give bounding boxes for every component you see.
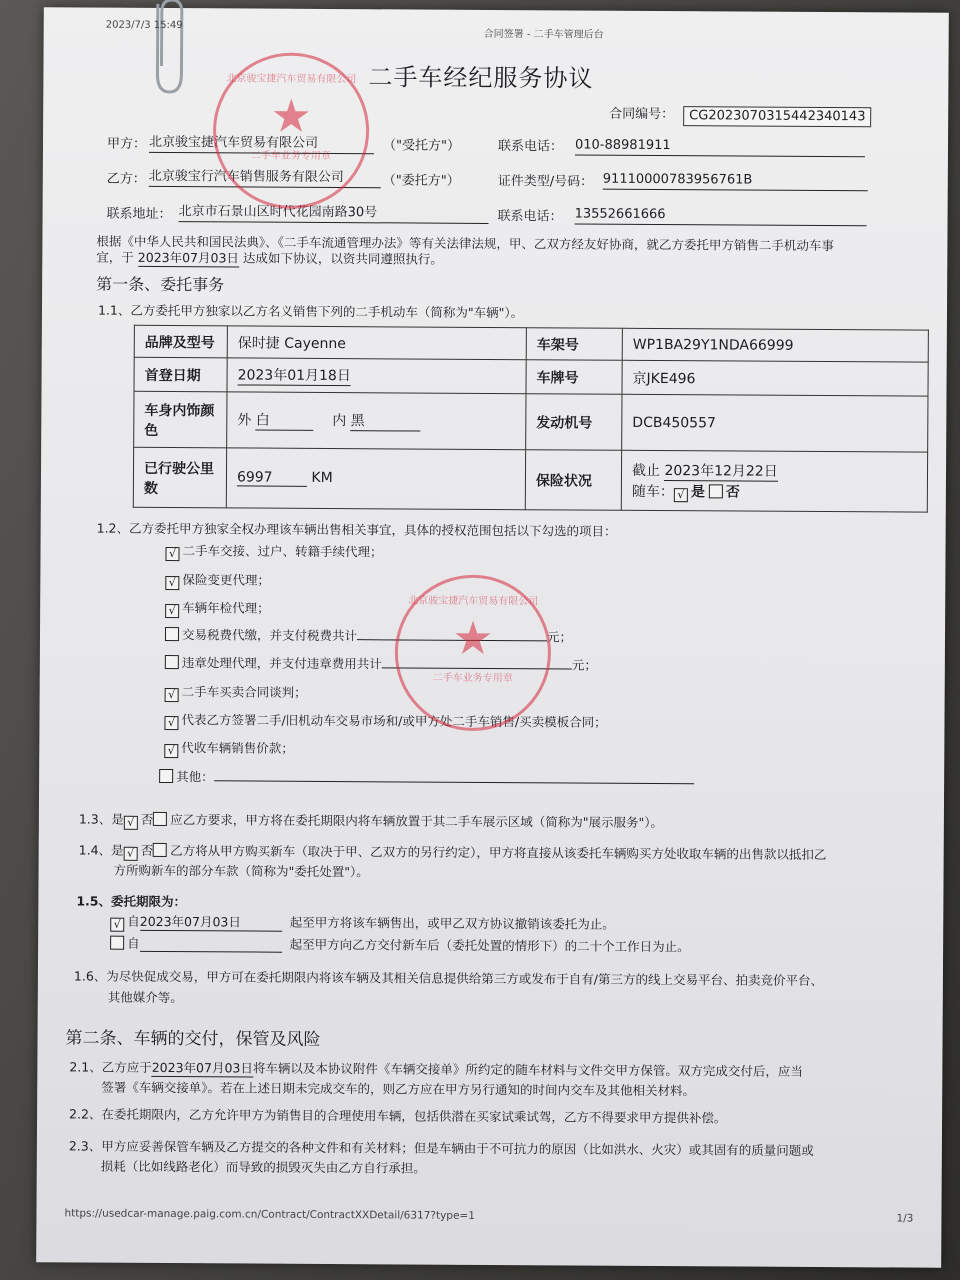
auth-item-3-checkbox: √ bbox=[165, 604, 179, 618]
clause-2-2: 2.2、在委托期限内，乙方允许甲方为销售目的合理使用车辆，包括供潜在买家试乘试驾，乙方不得要求甲方提供补偿。 bbox=[69, 1106, 727, 1126]
preamble-line-2 bbox=[96, 248, 443, 269]
term-option-1-checkbox: √ bbox=[110, 918, 124, 932]
auth-item-6-checkbox: √ bbox=[165, 688, 179, 702]
clause-1-3-no: 否 bbox=[140, 811, 154, 827]
seal-middle-star-icon: ★ bbox=[452, 610, 494, 666]
auth-item-2 bbox=[165, 570, 270, 591]
party-a-phone: 010-88981911 bbox=[575, 136, 865, 157]
auth-item-6 bbox=[165, 682, 307, 703]
party-a-name: 北京骏宝捷汽车贸易有限公司 bbox=[149, 134, 374, 154]
party-b-id: 91110000783956761B bbox=[603, 171, 868, 192]
engine-value: DCB450557 bbox=[622, 394, 928, 452]
clause-1-6-line-2: 其他媒介等。 bbox=[107, 989, 183, 1006]
interior-color: 黑 bbox=[351, 410, 421, 431]
auth-item-1-text: 二手车交接、过户、转籍手续代理； bbox=[182, 543, 383, 560]
plate-label: 车牌号 bbox=[526, 360, 622, 395]
clause-1-3 bbox=[79, 809, 663, 833]
insurance-yes-label: 是 bbox=[690, 483, 705, 500]
term-option-2-blank bbox=[140, 936, 282, 953]
clause-2-1-text: 将车辆以及本协议附件《车辆交接单》所约定的随车材料与文件交甲方保管。双方完成交付后，应当 bbox=[252, 1060, 803, 1079]
term-option-2-from: 自 bbox=[127, 935, 140, 951]
section-2-title: 第二条、车辆的交付，保管及风险 bbox=[65, 1028, 321, 1050]
contract-no: CG2023070315442340143 bbox=[683, 106, 871, 127]
auth-item-4-checkbox bbox=[165, 627, 179, 641]
print-site-title: 合同签署 - 二手车管理后台 bbox=[483, 28, 604, 41]
term-start-date: 2023年07月03日 bbox=[140, 912, 282, 932]
address-label: 联系地址： bbox=[106, 206, 172, 223]
clause-1-4-yes-checkbox: √ bbox=[124, 847, 138, 861]
insurance-with-car-label: 随车： bbox=[631, 483, 674, 500]
clause-2-3-line-1: 2.3、甲方应妥善保管车辆及乙方提交的各种文件和有关材料；但是车辆由于不可抗力的原因（比如洪水、火灾）或其固有的质量问题或 bbox=[68, 1138, 814, 1158]
contract-no-label: 合同编号： bbox=[609, 106, 675, 123]
term-option-1-from: 自 bbox=[127, 913, 140, 929]
auth-item-3 bbox=[165, 598, 270, 619]
section-1-title: 第一条、委托事务 bbox=[96, 274, 225, 295]
company-seal-middle bbox=[394, 574, 551, 731]
party-b-role: （"委托方"） bbox=[382, 173, 460, 189]
color-label: 车身内饰颜色 bbox=[134, 391, 227, 448]
term-option-1 bbox=[110, 912, 615, 935]
page-title: 二手车经纪服务协议 bbox=[368, 63, 594, 93]
auth-item-8 bbox=[164, 738, 294, 759]
vehicle-info-table bbox=[133, 325, 929, 513]
clause-1-3-no-checkbox bbox=[153, 812, 167, 826]
preamble-prefix: 宜，于 bbox=[96, 249, 134, 265]
term-option-2-checkbox bbox=[110, 936, 124, 950]
exterior-color: 白 bbox=[256, 410, 314, 431]
auth-item-8-checkbox: √ bbox=[164, 744, 178, 758]
vin-label: 车架号 bbox=[526, 328, 622, 361]
insurance-no-checkbox bbox=[709, 484, 723, 498]
engine-label: 发动机号 bbox=[526, 394, 622, 451]
auth-item-5-suffix: 元； bbox=[571, 657, 597, 673]
footer-url: https://usedcar-manage.paig.com.cn/Contract/ContractXXDetail/6317?type=1 bbox=[64, 1207, 475, 1222]
color-cell bbox=[227, 392, 526, 450]
seal-middle-company-text: 北京骏宝捷汽车贸易有限公司 bbox=[408, 595, 539, 608]
auth-item-7 bbox=[164, 710, 606, 733]
address: 北京市石景山区时代花园南路30号 bbox=[179, 203, 489, 224]
reg-date-value: 2023年01月18日 bbox=[238, 364, 351, 386]
clause-1-3-yes: 是 bbox=[111, 811, 124, 827]
auth-item-9-checkbox bbox=[159, 769, 173, 783]
auth-item-9-blank bbox=[214, 780, 694, 784]
auth-item-5-checkbox bbox=[165, 655, 179, 669]
clause-2-1-line-2: 签署《车辆交接单》。若在上述日期未完成交车的，则乙方应在甲方另行通知的时间内交车及其他相关材料。 bbox=[101, 1079, 696, 1099]
preamble-line-1: 根据《中华人民共和国民法典》、《二手车流通管理办法》等有关法律法规，甲、乙双方经友好协商，就乙方委托甲方销售二手机动车事 bbox=[96, 233, 834, 254]
auth-item-4-suffix: 元； bbox=[546, 629, 573, 645]
seal-top-company-text: 北京骏宝捷汽车贸易有限公司 bbox=[226, 73, 357, 86]
clause-1-6-line-1: 1.6、为尽快促成交易，甲方可在委托期限内将该车辆及其相关信息提供给第三方或发布于自有/第三方的线上交易平台、拍卖竞价平台、 bbox=[73, 968, 824, 989]
clause-1-4-no: 否 bbox=[140, 842, 154, 858]
insurance-until-prefix: 截止 bbox=[631, 462, 661, 479]
auth-item-4-text: 交易税费代缴，并支付税费共计 bbox=[181, 627, 358, 644]
mileage-unit: KM bbox=[311, 469, 333, 487]
clause-1-1: 1.1、乙方委托甲方独家以乙方名义销售下列的二手机动车（简称为"车辆"）。 bbox=[97, 302, 524, 321]
brand-label: 品牌及型号 bbox=[134, 325, 227, 358]
insurance-until-date: 2023年12月22日 bbox=[664, 460, 777, 482]
seal-middle-usage-text: 二手车业务专用章 bbox=[432, 672, 513, 685]
party-a-label: 甲方： bbox=[106, 136, 147, 152]
brand-value: 保时捷 Cayenne bbox=[227, 326, 526, 360]
seal-top-star-icon: ★ bbox=[270, 88, 312, 143]
insurance-cell bbox=[621, 450, 927, 512]
auth-item-2-text: 保险变更代理； bbox=[182, 572, 270, 588]
clause-1-4-line-2: 方所购新车的部分车款（简称为"委托处置"）。 bbox=[113, 862, 369, 880]
exterior-prefix: 外 bbox=[237, 412, 252, 429]
insurance-with-car bbox=[632, 480, 917, 503]
auth-item-5-text: 违章处理代理，并支付违章费用共计 bbox=[181, 655, 382, 672]
paper-clip-icon bbox=[143, 0, 190, 104]
company-seal-top bbox=[213, 52, 370, 209]
clause-1-4-yes: 是 bbox=[111, 842, 124, 858]
clause-1-2: 1.2、乙方委托甲方独家全权办理该车辆出售相关事宜，具体的授权范围包括以下勾选的项目： bbox=[96, 520, 617, 539]
mileage-value: 6997 bbox=[237, 469, 307, 486]
auth-item-9 bbox=[159, 767, 694, 788]
clause-1-4-num: 1.4、 bbox=[78, 842, 112, 858]
party-b-id-label: 证件类型/号码： bbox=[497, 174, 594, 190]
clause-1-3-yes-checkbox: √ bbox=[124, 816, 138, 830]
auth-item-6-text: 二手车买卖合同谈判； bbox=[181, 684, 307, 700]
auth-item-8-text: 代收车辆销售价款； bbox=[181, 740, 294, 756]
auth-item-1 bbox=[165, 541, 382, 562]
interior-prefix: 内 bbox=[332, 413, 347, 430]
preamble-date: 2023年07月03日 bbox=[137, 249, 239, 266]
auth-item-1-checkbox: √ bbox=[165, 547, 179, 561]
clause-1-5-title: 1.5、委托期限为： bbox=[76, 893, 187, 910]
insurance-label: 保险状况 bbox=[525, 450, 621, 511]
preamble-suffix: 达成如下协议，以资共同遵照执行。 bbox=[242, 250, 443, 267]
clause-1-4-no-checkbox bbox=[153, 843, 167, 857]
contract-page bbox=[36, 7, 949, 1268]
reg-date-label: 首登日期 bbox=[134, 357, 227, 392]
auth-item-9-text: 其他： bbox=[176, 769, 214, 785]
party-b-label: 乙方： bbox=[106, 171, 146, 187]
clause-2-1-prefix: 2.1、乙方应于 bbox=[69, 1059, 152, 1075]
clause-1-3-num: 1.3、 bbox=[78, 811, 112, 827]
clause-2-1-date: 2023年07月03日 bbox=[151, 1059, 253, 1076]
term-option-2 bbox=[110, 934, 690, 956]
plate-value: 京JKE496 bbox=[622, 360, 928, 396]
party-a-phone-label: 联系电话： bbox=[497, 139, 564, 155]
insurance-until bbox=[632, 459, 917, 482]
page-number: 1/3 bbox=[896, 1212, 914, 1225]
print-datetime: 2023/7/3 15:49 bbox=[105, 19, 183, 32]
term-option-2-text: 起至甲方向乙方交付新车后（委托处置的情形下）的二十个工作日为止。 bbox=[289, 936, 690, 955]
clause-2-3-line-2: 损耗（比如线路老化）而导致的损毁灭失由乙方自行承担。 bbox=[100, 1158, 426, 1176]
party-b-name: 北京骏宝行汽车销售服务有限公司 bbox=[149, 168, 381, 188]
insurance-yes-checkbox: √ bbox=[674, 488, 688, 502]
auth-item-7-text: 代表乙方签署二手/旧机动车交易市场和/或甲方处二手车销售/买卖模板合同； bbox=[181, 712, 607, 730]
party-b-phone-label: 联系电话： bbox=[497, 209, 563, 225]
insurance-no-label: 否 bbox=[725, 483, 740, 501]
auth-item-2-checkbox: √ bbox=[165, 576, 179, 590]
vin-value: WP1BA29Y1NDA66999 bbox=[622, 328, 928, 362]
term-option-1-text: 起至甲方将该车辆售出，或甲乙双方协议撤销该委托为止。 bbox=[289, 914, 615, 932]
mileage-label: 已行驶公里数 bbox=[133, 447, 226, 508]
reg-date-cell bbox=[227, 358, 526, 394]
seal-top-usage-text: 二手车业务专用章 bbox=[250, 150, 331, 163]
auth-item-3-text: 车辆年检代理； bbox=[182, 600, 270, 616]
clause-1-3-text: 应乙方要求，甲方将在委托期限内将车辆放置于其二手车展示区域（简称为"展示服务"）。 bbox=[170, 812, 664, 831]
clause-1-4-text: 乙方将从甲方购买新车（取决于甲、乙双方的另行约定），甲方将直接从该委托车辆购买方处收取车辆的出售款以抵扣乙 bbox=[170, 843, 827, 863]
party-a-role: （"受托方"） bbox=[382, 138, 461, 154]
auth-item-7-checkbox: √ bbox=[164, 716, 178, 730]
mileage-cell bbox=[226, 448, 525, 510]
party-b-phone: 13552661666 bbox=[575, 205, 867, 226]
